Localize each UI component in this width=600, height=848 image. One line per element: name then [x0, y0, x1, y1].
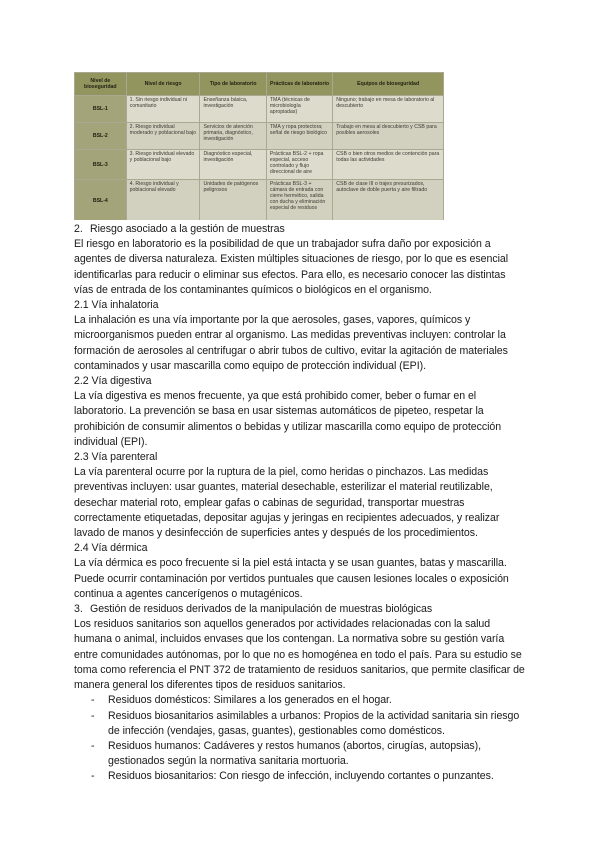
header-cell: Tipo de laboratorio	[200, 73, 266, 96]
biosafety-levels-table-image	[74, 72, 444, 220]
lab-type-cell: Servicios de atención primaria, diagnóstico, investigación	[200, 123, 266, 150]
section-title: Gestión de residuos derivados de la manipulación de muestras biológicas	[90, 603, 433, 616]
list-item	[74, 709, 526, 739]
list-item-text: Residuos humanos: Cadáveres y restos humanos (abortos, cirugías, autopsias), gestionados según la normativa sanitaria mortuoria.	[108, 739, 482, 768]
waste-types-list	[74, 693, 526, 784]
list-item-text: Residuos domésticos: Similares a los generados en el hogar.	[108, 694, 392, 707]
header-cell: Equipos de bioseguridad	[333, 73, 444, 96]
section-number: 3.	[74, 603, 83, 616]
risk-cell: 2. Riesgo individual moderado y poblacional bajo	[126, 123, 200, 150]
section-number: 2.	[74, 223, 83, 235]
lab-type-cell: Unidades de patógenos peligrosos	[200, 180, 266, 221]
list-item	[74, 769, 526, 784]
section-2-heading	[74, 222, 526, 237]
list-item	[74, 693, 526, 708]
risk-cell: 3. Riesgo individual elevado y poblacional bajo	[126, 150, 200, 180]
practices-cell: TMA y ropa protectora; señal de riesgo biológico	[266, 123, 332, 150]
subsection-paragraph: La vía digestiva es menos frecuente, ya que está prohibido comer, beber o fumar en el laboratorio. La prevención se basa en usar sistemas automáticos de pipeteo, respetar la prohibición de consumir alimentos o bebidas y utilizar mascarilla como equipo de protección individual (EPI).	[74, 390, 502, 448]
biosafety-levels-table	[74, 72, 444, 220]
subsection-paragraph: La inhalación es una vía importante por la que aerosoles, gases, vapores, químicos y microorganismos pueden entrar al organismo. Las medidas preventivas incluyen: controlar la formación de aerosoles al centrifugar o abrir tubos de cultivo, evitar la agitación de materiales contaminados y usar mascarilla como equipo de protección individual (EPI).	[74, 314, 508, 372]
level-cell: BSL-3	[75, 150, 127, 180]
risk-cell: 1. Sin riesgo individual ni comunitario	[126, 96, 200, 123]
list-item-text: Residuos biosanitarios: Con riesgo de infección, incluyendo cortantes o punzantes.	[108, 770, 494, 783]
header-cell: Prácticas de laboratorio	[266, 73, 332, 96]
bullet-marker: -	[91, 709, 95, 722]
equipment-cell: Ninguno; trabajo en mesa de laboratorio al descubierto	[333, 96, 444, 123]
lab-type-cell: Enseñanza básica, investigación	[200, 96, 266, 123]
subsection-paragraph: La vía parenteral ocurre por la ruptura de la piel, como heridas o pinchazos. Las medidas preventivas incluyen: usar guantes, material desechable, esterilizar el material reutilizable, desechar material roto, emplear gafas o cabinas de seguridad, transportar muestras correctamente etiquetadas, depositar agujas y jeringas en recipientes adecuados, y realizar lavado de manos y desinfección de superficies antes y después de los procedimientos.	[74, 466, 500, 540]
subsection-paragraph: La vía dérmica es poco frecuente si la piel está intacta y se usan guantes, batas y mascarilla. Puede ocurrir contaminación por vertidos puntuales que causen lesiones locales o exposición continua a agentes cancerígenos o mutagénicos.	[74, 557, 509, 600]
table-row	[75, 96, 444, 123]
bullet-marker: -	[91, 694, 95, 707]
section-3-intro: Los residuos sanitarios son aquellos generados por actividades relacionadas con la salud humana o animal, incluidos envases que los contengan. La normativa sobre su gestión varía entre comunidades autónomas, por lo que no es homogénea en todo el país. Para su estudio se toma como referencia el PNT 372 de tratamiento de residuos sanitarios, que permite clasificar de manera general los diferentes tipos de residuos sanitarios.	[74, 618, 525, 692]
section-3-heading	[74, 602, 526, 617]
level-cell: BSL-2	[75, 123, 127, 150]
bullet-marker: -	[91, 739, 95, 752]
section-2-intro: El riesgo en laboratorio es la posibilidad de que un trabajador sufra daño por exposición a agentes de diversa naturaleza. Existen múltiples situaciones de riesgo, por lo que es esencial identificarlas para reducir o eliminar sus efectos. Para ello, es necesario conocer las distintas vías de entrada de los contaminantes químicos o biológicos en el organismo.	[74, 238, 509, 296]
level-cell: BSL-4	[75, 180, 127, 221]
section-title: Riesgo asociado a la gestión de muestras	[90, 223, 285, 235]
subsection-heading: 2.4 Vía dérmica	[74, 542, 148, 555]
level-cell: BSL-1	[75, 96, 127, 123]
equipment-cell: Trabajo en mesa al descubierto y CSB para posibles aerosoles	[333, 123, 444, 150]
document-body	[74, 222, 526, 785]
practices-cell: Prácticas BSL-3 + cámara de entrada con cierre hermético, salida con ducha y eliminación especial de residuos	[266, 180, 332, 221]
subsection-heading: 2.3 Vía parenteral	[74, 451, 158, 464]
equipment-cell: CSB de clase III o trajes presurizados, autoclave de doble puerta y aire filtrado	[333, 180, 444, 221]
practices-cell: TMA (técnicas de microbiología apropiadas)	[266, 96, 332, 123]
table-header-row	[75, 73, 444, 96]
practices-cell: Prácticas BSL-2 + ropa especial, acceso controlado y flujo direccional de aire	[266, 150, 332, 180]
list-item-text: Residuos biosanitarios asimilables a urbanos: Propios de la actividad sanitaria sin riesgo de infección (vendajes, gasas, guantes), gestionables como domésticos.	[108, 709, 520, 737]
table-row	[75, 180, 444, 221]
header-cell: Nivel de riesgo	[126, 73, 200, 96]
table-row	[75, 123, 444, 150]
header-cell: Nivel de bioseguridad	[75, 73, 127, 96]
list-item	[74, 739, 526, 769]
risk-cell: 4. Riesgo individual y poblacional elevado	[126, 180, 200, 221]
equipment-cell: CSB o bien otros medios de contención para todas las actividades	[333, 150, 444, 180]
lab-type-cell: Diagnóstico especial, investigación	[200, 150, 266, 180]
table-row	[75, 150, 444, 180]
subsection-heading: 2.1 Vía inhalatoria	[74, 299, 159, 312]
bullet-marker: -	[91, 770, 95, 783]
subsection-heading: 2.2 Vía digestiva	[74, 375, 152, 388]
